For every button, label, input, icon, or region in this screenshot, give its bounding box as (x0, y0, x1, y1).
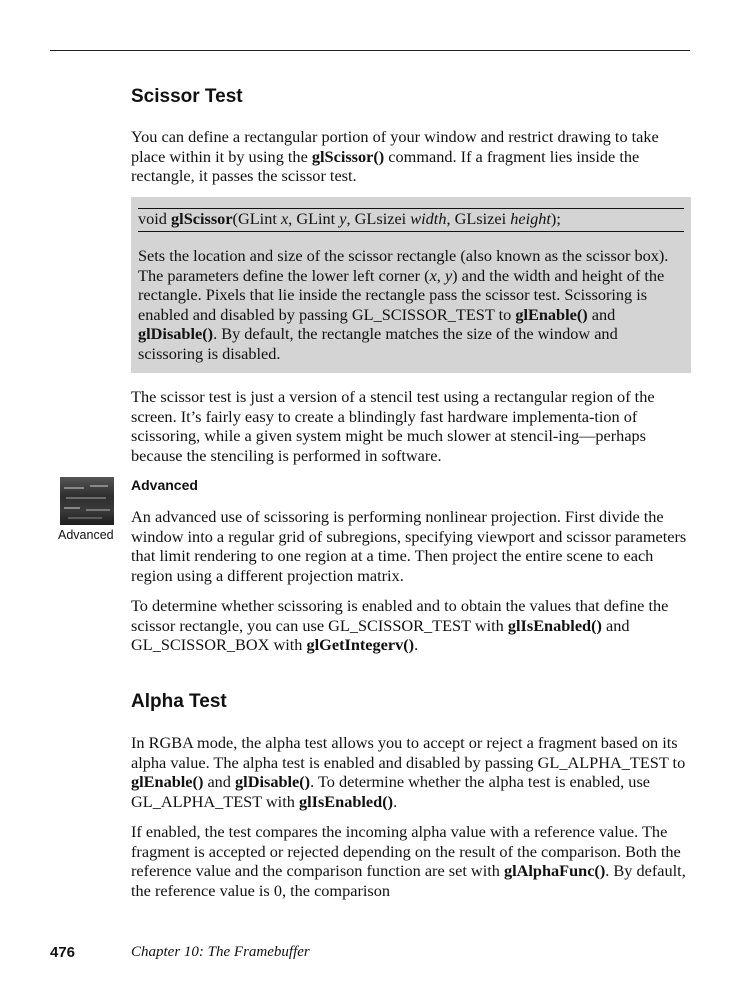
scissor-intro-paragraph (131, 127, 691, 186)
advanced-icon-caption: Advanced (58, 528, 114, 542)
advanced-label: Advanced (131, 477, 198, 493)
text-run: . By default, the reference value is 0, the comparison (131, 861, 686, 900)
page-number: 476 (50, 944, 76, 961)
parameter-name: height (510, 209, 551, 228)
text-run: , GLsizei (446, 209, 511, 228)
text-run: . (414, 635, 419, 654)
text-run: ) and the width and height of the rectangle. Pixels that lie inside the rectangle pass the scissor test. Scissoring is enabled and disabled by passing GL_SCISSOR_TEST to (138, 265, 665, 324)
text-run: . (393, 791, 398, 811)
section-heading-scissor-test: Scissor Test (131, 86, 243, 107)
function-prototype-box (131, 197, 691, 373)
text-run: To determine whether scissoring is enabled and to obtain the values that define the scissor rectangle, you can use GL_SCISSOR_TEST with (131, 596, 669, 635)
alpha-test-paragraph-1 (131, 733, 691, 811)
function-name: glIsEnabled() (507, 615, 602, 635)
text-run: If enabled, the test compares the incoming alpha value with a reference value. The fragment is accepted or rejected depending on the result of the comparison. Both the reference value and the comparison function are set with (131, 822, 681, 880)
function-name: glEnable() (131, 772, 204, 791)
text-run: void (138, 209, 172, 228)
glscissor-description (138, 246, 681, 363)
text-run: . By default, the rectangle matches the size of the window and scissoring is disabled. (138, 324, 618, 363)
prototype-bottom-rule (138, 231, 684, 232)
text-run: You can define a rectangular portion of your window and restrict drawing to take place within it by using the (131, 127, 659, 166)
text-run: An advanced use of scissoring is performing nonlinear projection. First divide the window into a regular grid of subregions, specifying viewport and scissor parameters that limit rendering to one region at a time. Then project the entire scene to each region using a different projection matrix. (131, 507, 687, 585)
text-run: , GLsizei (346, 209, 411, 228)
chapter-running-footer: Chapter 10: The Framebuffer (131, 944, 310, 960)
scissor-query-paragraph (131, 596, 691, 655)
alpha-test-paragraph-2 (131, 822, 691, 900)
advanced-icon (60, 477, 114, 525)
parameter-name: y (339, 209, 347, 228)
text-run: . To determine whether the alpha test is enabled, use GL_ALPHA_TEST with (131, 772, 651, 811)
function-name: glAlphaFunc() (503, 861, 606, 880)
function-name: glDisable() (138, 324, 214, 343)
function-name: glIsEnabled() (298, 791, 394, 811)
section-heading-alpha-test: Alpha Test (131, 691, 227, 712)
parameter-name: y (444, 265, 453, 285)
header-rule (50, 50, 690, 51)
text-run: , (436, 265, 445, 285)
parameter-name: width (410, 209, 447, 228)
function-name: glGetIntegerv() (306, 635, 415, 654)
text-run: command. If a fragment lies inside the rectangle, it passes the scissor test. (131, 146, 640, 185)
text-run: and GL_SCISSOR_BOX with (131, 615, 630, 654)
text-run: Sets the location and size of the scissor rectangle (also known as the scissor box). The parameters define the lower left corner ( (138, 246, 669, 285)
text-run: , GLint (288, 209, 340, 228)
text-run: (GLint (232, 209, 281, 228)
text-run: and (587, 304, 616, 324)
text-run: The scissor test is just a version of a stencil test using a rectangular region of the screen. It’s fairly easy to create a blindingly fast hardware implementa-tion of scissoring, while a given system might be much slower at stencil-ing—perhaps because the stenciling is performed in software. (131, 387, 655, 465)
parameter-name: x (280, 209, 289, 228)
glscissor-signature (138, 209, 561, 229)
stencil-comparison-paragraph (131, 387, 691, 465)
advanced-paragraph (131, 507, 691, 585)
function-name: glScissor() (311, 146, 385, 166)
function-name: glEnable() (515, 304, 588, 324)
function-name: glDisable() (235, 772, 311, 791)
text-run: In RGBA mode, the alpha test allows you to accept or reject a fragment based on its alpha value. The alpha test is enabled and disabled by passing GL_ALPHA_TEST to (131, 733, 686, 772)
text-run: ); (550, 209, 561, 228)
function-name: glScissor (171, 209, 233, 228)
text-run: and (203, 772, 236, 791)
parameter-name: x (429, 265, 437, 285)
